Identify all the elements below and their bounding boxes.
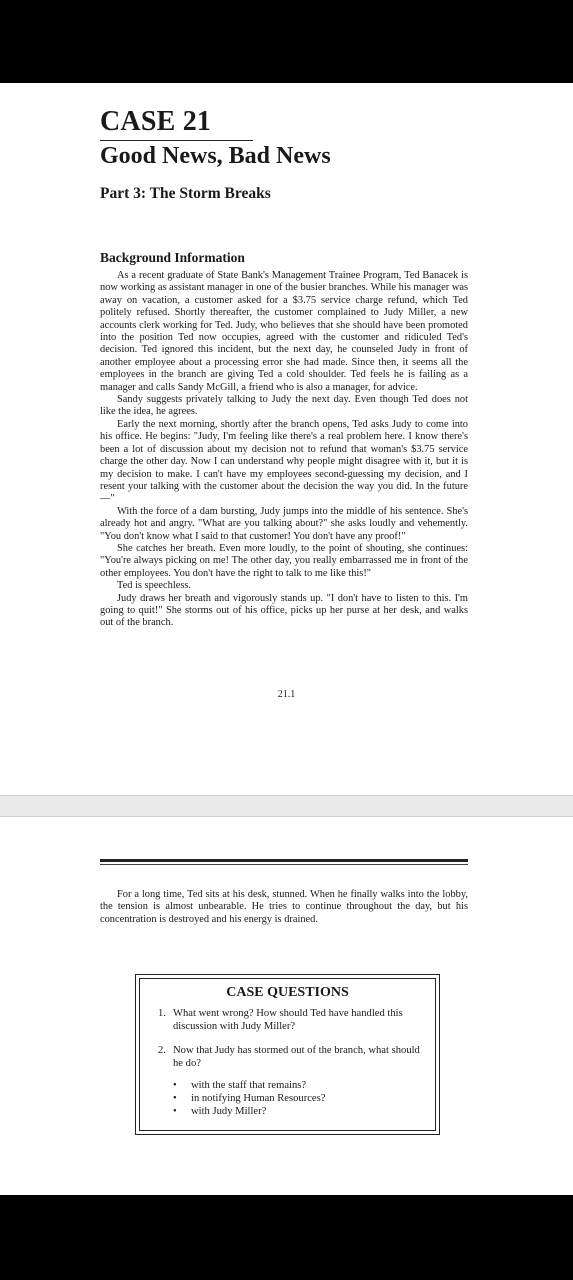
bullet-marker: • xyxy=(173,1106,177,1117)
question-text: What went wrong? How should Ted have handled this discussion with Judy Miller? xyxy=(173,1008,403,1032)
top-rule-thin xyxy=(100,864,468,865)
bullet-item xyxy=(173,1106,266,1119)
question-item xyxy=(158,1008,420,1033)
bullet-item xyxy=(173,1093,325,1106)
case-number: CASE 21 xyxy=(100,106,212,137)
bullet-item xyxy=(173,1080,306,1093)
question-number: 1. xyxy=(158,1008,166,1019)
paragraph: With the force of a dam bursting, Judy jumps into the middle of his sentence. She's already hot and angry. "What are you talking about?" she asks loudly and vehemently. "You don't know what I said to that customer! You don't have any proof!" xyxy=(100,505,468,542)
top-rule xyxy=(100,859,468,862)
page-separator xyxy=(0,795,573,817)
continuation-text xyxy=(100,889,468,926)
paragraph: Early the next morning, shortly after the branch opens, Ted asks Judy to come into his office. He begins: "Judy, I'm feeling like there's a real problem here. I know there's been a lot of discussion about my decision not to refund that woman's $3.75 service charge the other day. Now I can understand why people might disagree with it, but it is my decision to make. I can't have my employees second-guessing my decision, and I resent your talking with the customer about the decision the way you did. In the future—" xyxy=(100,418,468,505)
part-title: Part 3: The Storm Breaks xyxy=(100,185,271,202)
case-title: Good News, Bad News xyxy=(100,143,331,169)
case-questions-box xyxy=(135,974,440,1135)
background-text xyxy=(100,270,468,630)
paragraph: As a recent graduate of State Bank's Management Trainee Program, Ted Banacek is now working as assistant manager in one of the busier branches. While his manager was away on vacation, a customer asked for a $3.75 service charge refund, which Ted politely refused. Shortly thereafter, the customer complained to Judy Miller, a new accounts clerk working for Ted. Judy, who believes that she should have been promoted into the position Ted now occupies, agreed with the customer and ridiculed Ted's decision. Ted ignored this incident, but the next day, he counseled Judy in front of another employee about a processing error she had made. Since then, it seems all the employees in the branch are giving Ted a cold shoulder. Ted feels he is failing as a manager and calls Sandy McGill, a friend who is also a manager, for advice. xyxy=(100,270,468,393)
question-item xyxy=(158,1045,420,1070)
question-number: 2. xyxy=(158,1045,166,1056)
bullet-text: in notifying Human Resources? xyxy=(191,1093,326,1104)
paragraph: She catches her breath. Even more loudly, to the point of shouting, she continues: "You're always picking on me! The other day, you really embarrassed me in front of the other employees. You don't have the right to talk to me like this!" xyxy=(100,542,468,579)
paragraph: Judy draws her breath and vigorously stands up. "I don't have to listen to this. I'm going to quit!" She storms out of his office, picks up her purse at her desk, and walks out of the branch. xyxy=(100,592,468,629)
document-page-2 xyxy=(0,817,573,1195)
bullet-text: with Judy Miller? xyxy=(191,1106,267,1117)
paragraph: For a long time, Ted sits at his desk, stunned. When he finally walks into the lobby, the tension is almost unbearable. He tries to continue throughout the day, but his concentration is destroyed and his energy is drained. xyxy=(100,889,468,925)
page-number: 21.1 xyxy=(277,689,296,700)
paragraph: Ted is speechless. xyxy=(117,580,192,592)
paragraph: Sandy suggests privately talking to Judy the next day. Even though Ted does not like the idea, he agrees. xyxy=(100,394,468,418)
question-text: Now that Judy has stormed out of the branch, what should he do? xyxy=(173,1045,420,1069)
title-rule xyxy=(100,140,253,141)
bullet-marker: • xyxy=(173,1093,177,1104)
document-page-1 xyxy=(0,83,573,795)
bullet-marker: • xyxy=(173,1080,177,1091)
bullet-text: with the staff that remains? xyxy=(191,1080,307,1091)
case-questions-inner-frame xyxy=(139,978,436,1131)
questions-heading: CASE QUESTIONS xyxy=(226,985,349,1000)
section-heading: Background Information xyxy=(100,250,245,265)
